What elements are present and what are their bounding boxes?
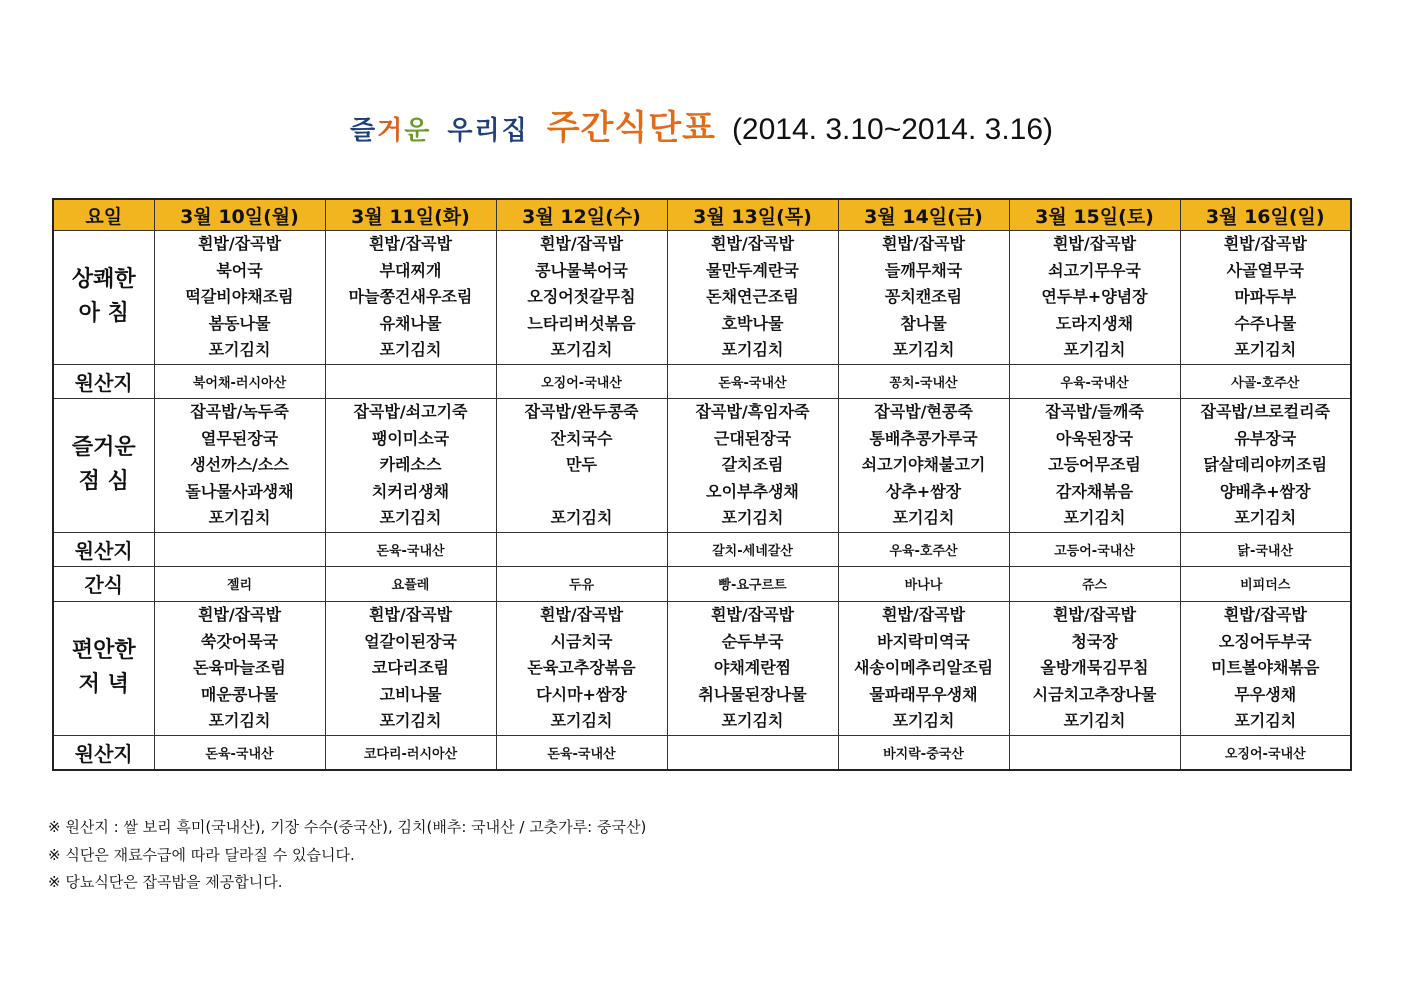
breakfast-menu-cell (838, 231, 1009, 365)
menu-item: 북어국 (216, 260, 263, 280)
menu-item: 포기김치 (379, 340, 442, 360)
menu-item: 야채계란찜 (713, 658, 792, 678)
origin-cell: 돈육-국내산 (325, 532, 496, 566)
lunch-label-line: 점 심 (78, 469, 129, 495)
dinner-origin-row (53, 735, 1351, 770)
snack-cell: 빵-요구르트 (667, 566, 838, 601)
menu-item: 포기김치 (1063, 508, 1126, 528)
menu-item: 포기김치 (208, 711, 271, 731)
menu-item: 참나물 (900, 313, 947, 333)
title-brand-char: 운 (404, 116, 432, 146)
lunch-menu-cell (496, 398, 667, 532)
menu-item: 포기김치 (1063, 711, 1126, 731)
menu-item: 올방개묵김무침 (1040, 658, 1149, 678)
footnote: ※ 원산지 : 쌀 보리 흑미(국내산), 기장 수수(중국산), 김치(배추: 국내산 / 고춧가루: 중국산) (48, 818, 647, 836)
menu-item: 포기김치 (892, 340, 955, 360)
menu-item: 포기김치 (379, 711, 442, 731)
origin-cell (1009, 735, 1180, 770)
snack-cell: 요플레 (325, 566, 496, 601)
origin-cell: 돈육-국내산 (496, 735, 667, 770)
origin-cell: 돈육-국내산 (667, 364, 838, 398)
dinner-menu-cell (496, 601, 667, 735)
menu-item: 코다리조림 (371, 658, 450, 678)
snack-cell: 두유 (496, 566, 667, 601)
menu-item: 상추+쌈장 (885, 481, 962, 501)
menu-item: 느타리버섯볶음 (527, 313, 636, 333)
lunch-label (53, 398, 154, 532)
menu-item: 생선까스/소스 (190, 455, 289, 475)
menu-item: 시금치고추장나물 (1032, 684, 1157, 704)
menu-item: 고비나물 (379, 684, 442, 704)
snack-cell: 젤리 (154, 566, 325, 601)
menu-item: 근대된장국 (713, 428, 792, 448)
menu-item: 콩나물북어국 (535, 260, 628, 280)
menu-item: 들깨무채국 (884, 260, 963, 280)
menu-item: 부대찌개 (379, 260, 442, 280)
title-main: 주간식단표 (546, 108, 716, 148)
menu-item: 치커리생채 (371, 481, 450, 501)
menu-item: 흰밥/잡곡밥 (539, 604, 624, 624)
dinner-menu-cell (325, 601, 496, 735)
menu-item: 팽이미소국 (371, 428, 450, 448)
menu-item: 아욱된장국 (1055, 428, 1134, 448)
menu-item: 쇠고기무우국 (1048, 260, 1141, 280)
menu-item: 돈육마늘조림 (193, 658, 286, 678)
footnote: ※ 식단은 재료수급에 따라 달라질 수 있습니다. (48, 845, 355, 864)
menu-item: 포기김치 (1063, 340, 1126, 360)
menu-item: 쇠고기야채불고기 (861, 455, 986, 475)
menu-item: 흰밥/잡곡밥 (197, 234, 282, 253)
menu-item: 흰밥/잡곡밥 (368, 604, 453, 624)
origin-cell: 오징어-국내산 (1180, 735, 1351, 770)
menu-item: 흰밥/잡곡밥 (1052, 604, 1137, 624)
day-header: 3월 13일(목) (667, 199, 838, 231)
menu-item: 미트볼야채볶음 (1211, 658, 1320, 678)
menu-item: 돈육고추장볶음 (527, 658, 636, 678)
lunch-menu-cell (154, 398, 325, 532)
origin-cell: 고등어-국내산 (1009, 532, 1180, 566)
lunch-menu-row (53, 398, 1351, 532)
lunch-menu-cell (1180, 398, 1351, 532)
menu-item: 돈채연근조림 (706, 287, 799, 307)
origin-cell (325, 364, 496, 398)
menu-item: 양배추+쌈장 (1219, 481, 1311, 501)
menu-item: 포기김치 (1234, 340, 1297, 360)
title-brand-char: 거 (377, 116, 405, 146)
title-date-range: (2014. 3.10~2014. 3.16) (731, 113, 1054, 146)
menu-item: 포기김치 (721, 508, 784, 528)
dinner-label (53, 601, 154, 735)
menu-item: 마늘쫑건새우조림 (348, 287, 473, 307)
menu-item: 흰밥/잡곡밥 (1223, 604, 1307, 624)
dinner-menu-cell (1009, 601, 1180, 735)
dinner-menu-cell (1180, 601, 1351, 735)
menu-item: 마파두부 (1234, 287, 1297, 307)
snack-cell: 쥬스 (1009, 566, 1180, 601)
menu-item: 열무된장국 (200, 428, 279, 448)
footnotes (48, 814, 646, 897)
lunch-menu-cell (667, 398, 838, 532)
menu-item: 유채나물 (379, 313, 442, 333)
menu-item: 무우생채 (1234, 684, 1297, 704)
lunch-origin-label: 원산지 (53, 532, 154, 566)
breakfast-menu-cell (325, 231, 496, 365)
origin-cell: 오징어-국내산 (496, 364, 667, 398)
menu-item: 물만두계란국 (706, 260, 799, 280)
menu-item: 취나물된장나물 (698, 684, 807, 704)
header-corner: 요일 (53, 199, 154, 231)
menu-item: 포기김치 (892, 508, 955, 528)
menu-item: 흰밥/잡곡밥 (710, 234, 795, 253)
lunch-menu-cell (325, 398, 496, 532)
breakfast-menu-cell (1180, 231, 1351, 365)
menu-item: 잔치국수 (550, 428, 613, 448)
menu-item: 오징어젓갈무침 (527, 287, 636, 307)
origin-cell: 북어채-러시아산 (154, 364, 325, 398)
day-header: 3월 12일(수) (496, 199, 667, 231)
menu-item: 갈치조림 (721, 455, 784, 475)
title-home: 우리집 (447, 116, 529, 146)
origin-cell: 갈치-세네갈산 (667, 532, 838, 566)
menu-item: 바지락미역국 (877, 631, 970, 651)
menu-item: 포기김치 (1234, 711, 1297, 731)
origin-cell: 돈육-국내산 (154, 735, 325, 770)
menu-item: 잡곡밥/녹두죽 (190, 401, 289, 421)
day-header: 3월 14일(금) (838, 199, 1009, 231)
breakfast-menu-row (53, 231, 1351, 365)
day-header: 3월 16일(일) (1180, 199, 1351, 231)
lunch-label-line: 즐거운 (71, 435, 136, 461)
origin-cell: 코다리-러시아산 (325, 735, 496, 770)
menu-item: 통배추콩가루국 (869, 428, 978, 448)
menu-item: 흰밥/잡곡밥 (881, 234, 966, 253)
header-row (53, 199, 1351, 231)
menu-item: 물파래무우생채 (869, 684, 978, 704)
origin-cell: 사골-호주산 (1180, 364, 1351, 398)
menu-item (497, 479, 667, 506)
menu-item: 꽁치캔조림 (884, 287, 963, 307)
weekly-menu-table (52, 198, 1352, 771)
menu-item: 봄동나물 (208, 313, 271, 333)
snack-cell: 비피더스 (1180, 566, 1351, 601)
dinner-label-line: 저 녁 (78, 672, 129, 698)
menu-item: 연두부+양념장 (1041, 287, 1148, 307)
menu-item: 포기김치 (721, 711, 784, 731)
origin-cell (496, 532, 667, 566)
day-header: 3월 10일(월) (154, 199, 325, 231)
origin-cell (154, 532, 325, 566)
menu-item: 쑥갓어묵국 (200, 631, 279, 651)
breakfast-menu-cell (1009, 231, 1180, 365)
menu-item: 잡곡밥/브로컬리죽 (1200, 401, 1330, 421)
menu-item: 순두부국 (721, 631, 784, 651)
origin-cell: 꽁치-국내산 (838, 364, 1009, 398)
menu-item: 흰밥/잡곡밥 (1052, 234, 1137, 253)
menu-item: 카레소스 (379, 455, 442, 475)
menu-item: 포기김치 (721, 340, 784, 360)
menu-item: 잡곡밥/쇠고기죽 (353, 401, 468, 421)
breakfast-label (53, 231, 154, 365)
lunch-origin-row (53, 532, 1351, 566)
menu-item: 잡곡밥/현콩죽 (874, 401, 973, 421)
menu-item: 포기김치 (379, 508, 442, 528)
menu-item: 유부장국 (1234, 428, 1297, 448)
breakfast-menu-cell (496, 231, 667, 365)
origin-cell: 닭-국내산 (1180, 532, 1351, 566)
breakfast-origin-row (53, 364, 1351, 398)
snack-label: 간식 (53, 566, 154, 601)
menu-item: 사골열무국 (1226, 260, 1304, 280)
breakfast-label-line: 아 침 (78, 301, 129, 327)
footnote: ※ 당뇨식단은 잡곡밥을 제공합니다. (48, 873, 283, 891)
dinner-label-line: 편안한 (71, 638, 136, 664)
menu-item: 포기김치 (892, 711, 955, 731)
snack-cell: 바나나 (838, 566, 1009, 601)
dinner-menu-cell (838, 601, 1009, 735)
menu-item: 오징어두부국 (1218, 631, 1312, 651)
breakfast-label-line: 상쾌한 (71, 267, 136, 293)
menu-item: 포기김치 (550, 711, 613, 731)
origin-cell: 우육-국내산 (1009, 364, 1180, 398)
menu-item: 떡갈비야채조림 (185, 287, 294, 307)
menu-item: 흰밥/잡곡밥 (1223, 234, 1307, 253)
lunch-menu-cell (838, 398, 1009, 532)
menu-item: 흰밥/잡곡밥 (710, 604, 795, 624)
dinner-menu-row (53, 601, 1351, 735)
menu-item: 돌나물사과생채 (185, 481, 294, 501)
menu-item: 감자채볶음 (1055, 481, 1134, 501)
menu-item: 흰밥/잡곡밥 (881, 604, 966, 624)
menu-item: 매운콩나물 (200, 684, 279, 704)
breakfast-origin-label: 원산지 (53, 364, 154, 398)
menu-item: 잡곡밥/완두콩죽 (524, 401, 639, 421)
menu-item: 흰밥/잡곡밥 (197, 604, 282, 624)
menu-item: 도라지생채 (1055, 313, 1134, 333)
menu-item: 새송이메추리알조림 (853, 658, 994, 678)
breakfast-menu-cell (667, 231, 838, 365)
menu-item: 흰밥/잡곡밥 (368, 234, 453, 253)
menu-item: 포기김치 (208, 508, 271, 528)
day-header: 3월 15일(토) (1009, 199, 1180, 231)
menu-item: 닭살데리야끼조림 (1203, 455, 1328, 475)
menu-item: 잡곡밥/들깨죽 (1045, 401, 1144, 421)
menu-item: 포기김치 (550, 508, 613, 528)
menu-item: 흰밥/잡곡밥 (539, 234, 624, 253)
menu-item: 포기김치 (208, 340, 271, 360)
menu-item: 얼갈이된장국 (364, 631, 457, 651)
menu-item: 오이부추생채 (706, 481, 799, 501)
title-brand-char: 즐 (349, 116, 378, 146)
snack-row (53, 566, 1351, 601)
menu-item: 포기김치 (1234, 508, 1297, 528)
dinner-menu-cell (154, 601, 325, 735)
menu-item: 포기김치 (550, 340, 613, 360)
lunch-menu-cell (1009, 398, 1180, 532)
breakfast-menu-cell (154, 231, 325, 365)
menu-item: 청국장 (1071, 631, 1118, 651)
menu-item: 고등어무조림 (1048, 455, 1141, 475)
dinner-origin-label: 원산지 (53, 735, 154, 770)
dinner-menu-cell (667, 601, 838, 735)
menu-item: 호박나물 (721, 313, 784, 333)
day-header: 3월 11일(화) (325, 199, 496, 231)
menu-item: 다시마+쌈장 (536, 684, 627, 704)
menu-item: 잡곡밥/흑임자죽 (695, 401, 810, 421)
menu-item: 만두 (566, 455, 597, 475)
menu-item: 수주나물 (1234, 313, 1297, 333)
origin-cell: 우육-호주산 (838, 532, 1009, 566)
title-brand (350, 116, 431, 146)
page-title (0, 100, 1403, 149)
origin-cell: 바지락-중국산 (838, 735, 1009, 770)
origin-cell (667, 735, 838, 770)
menu-item: 시금치국 (550, 631, 613, 651)
